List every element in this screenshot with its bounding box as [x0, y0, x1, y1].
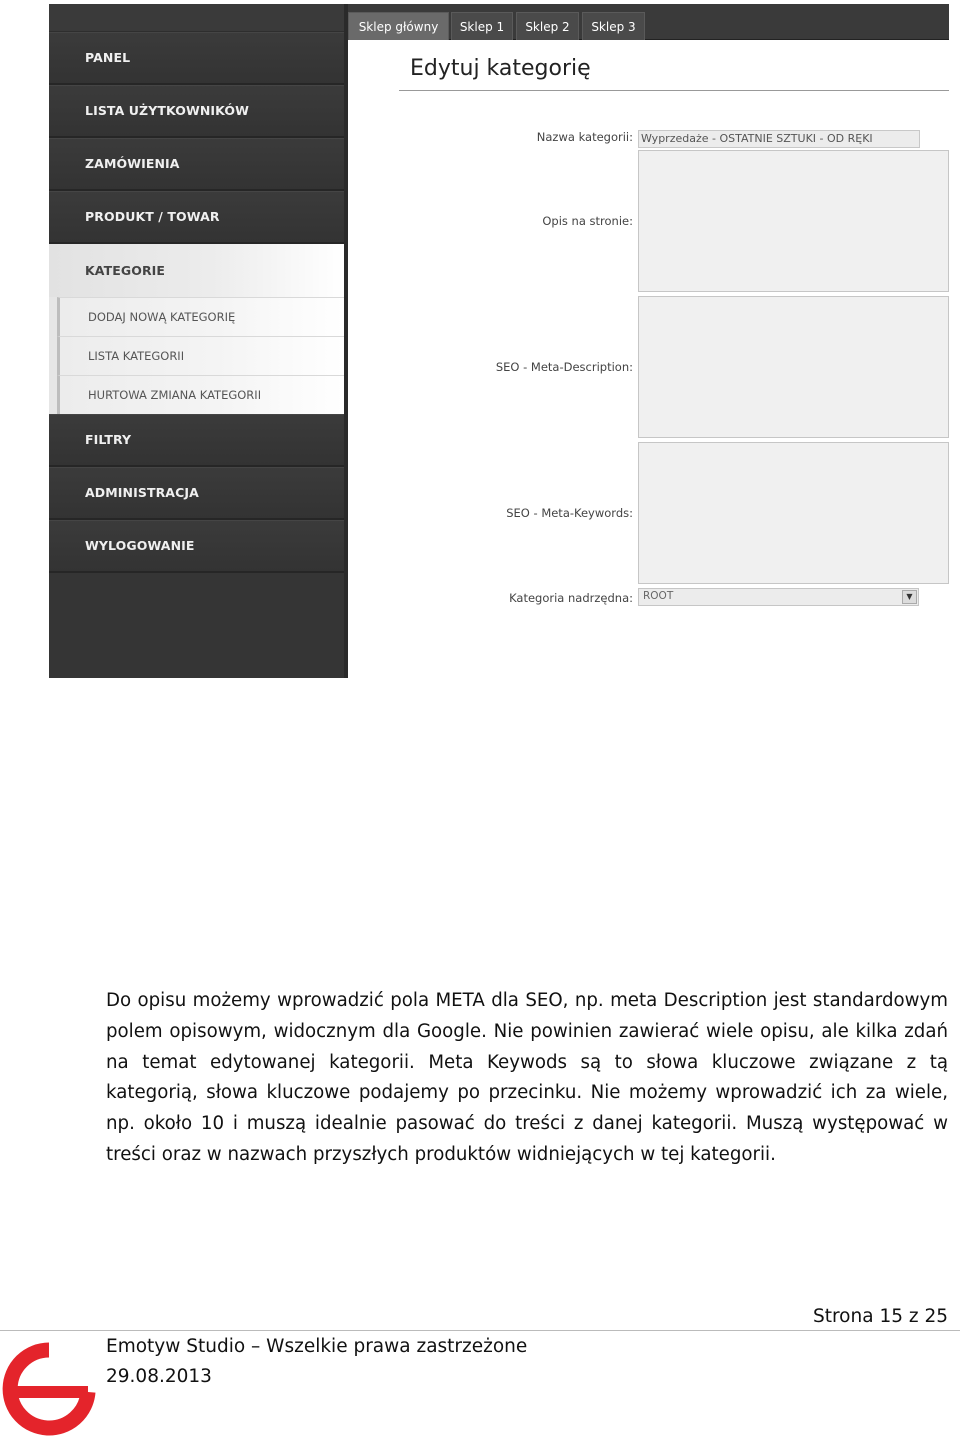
sidebar-item-label: PRODUKT / TOWAR [85, 209, 220, 224]
meta-keywords-label: SEO - Meta-Keywords: [506, 506, 633, 520]
tab-store-1[interactable] [451, 12, 513, 40]
sidebar-item-panel[interactable] [49, 32, 344, 85]
footer-date: 29.08.2013 [106, 1366, 212, 1387]
description-textarea[interactable] [638, 150, 949, 292]
sidebar-subitem-add-category[interactable] [57, 297, 344, 336]
category-name-input[interactable]: Wyprzedaże - OSTATNIE SZTUKI - OD RĘKI [638, 130, 920, 148]
tab-label: Sklep 3 [591, 19, 636, 34]
sidebar-item-administration[interactable] [49, 467, 344, 520]
parent-category-label: Kategoria nadrzędna: [509, 591, 633, 605]
sidebar-subitem-bulk-change[interactable] [57, 375, 344, 414]
sidebar-item-label: ZAMÓWIENIA [85, 156, 180, 171]
store-tabbar [348, 4, 949, 40]
sidebar-item-label: FILTRY [85, 432, 132, 447]
sidebar [49, 4, 348, 678]
tab-label: Sklep 1 [459, 19, 505, 34]
sidebar-item-label: PANEL [85, 50, 131, 65]
tab-store-3[interactable] [582, 12, 645, 40]
edit-category-form [348, 40, 949, 678]
sidebar-item-logout[interactable] [49, 520, 344, 573]
sidebar-subitem-label: HURTOWA ZMIANA KATEGORII [88, 388, 262, 402]
sidebar-subitem-category-list[interactable] [57, 336, 344, 375]
admin-screenshot [49, 4, 949, 678]
tab-label: Sklep 2 [525, 19, 570, 34]
sidebar-top-strip [49, 4, 344, 32]
chevron-down-icon[interactable]: ▼ [902, 590, 917, 604]
meta-description-label: SEO - Meta-Description: [495, 360, 633, 374]
category-name-label: Nazwa kategorii: [536, 130, 633, 144]
sidebar-submenu [49, 297, 344, 414]
sidebar-item-products[interactable] [49, 191, 344, 244]
sidebar-item-users[interactable] [49, 85, 344, 138]
tab-label: Sklep główny [358, 19, 439, 34]
sidebar-item-filters[interactable] [49, 414, 344, 467]
sidebar-item-orders[interactable] [49, 138, 344, 191]
footer-company: Emotyw Studio – Wszelkie prawa zastrzeżone [106, 1336, 528, 1357]
sidebar-item-label: LISTA UŻYTKOWNIKÓW [85, 103, 249, 118]
sidebar-subitem-label: DODAJ NOWĄ KATEGORIĘ [88, 310, 236, 324]
page-number: Strona 15 z 25 [812, 1306, 948, 1327]
tab-store-2[interactable] [516, 12, 579, 40]
parent-category-select[interactable] [638, 588, 919, 606]
sidebar-item-label: KATEGORIE [85, 263, 166, 278]
meta-description-textarea[interactable] [638, 296, 949, 438]
sidebar-subitem-label: LISTA KATEGORII [88, 349, 185, 363]
body-paragraph: Do opisu możemy wprowadzić pola META dla SEO, np. meta Description jest standardowym polem opisowym, widocznym dla Google. Nie powinien zawierać wiele opisu, ale kilka zdań na temat edytowanej kategorii. Meta Keywods są to słowa kluczowe związane z tą kategorią, słowa kluczowe podajemy po przecinku. Nie możemy wprowadzić ich za wiele, np. około 10 i muszą idealnie pasować do treści z danej kategorii. Muszą występować w treści oraz w nazwach przyszłych produktów widniejących w tej kategorii. [106, 990, 948, 1165]
sidebar-item-categories[interactable] [49, 244, 344, 297]
meta-keywords-textarea[interactable] [638, 442, 949, 584]
emotyw-logo-icon [2, 1342, 96, 1436]
sidebar-item-label: WYLOGOWANIE [85, 538, 195, 553]
parent-category-value: ROOT [643, 590, 674, 602]
tab-main-store[interactable] [348, 12, 449, 40]
description-label: Opis na stronie: [542, 214, 633, 228]
title-divider [399, 90, 949, 91]
sidebar-item-label: ADMINISTRACJA [85, 485, 199, 500]
footer-divider [0, 1330, 960, 1331]
page-title: Edytuj kategorię [410, 56, 591, 81]
